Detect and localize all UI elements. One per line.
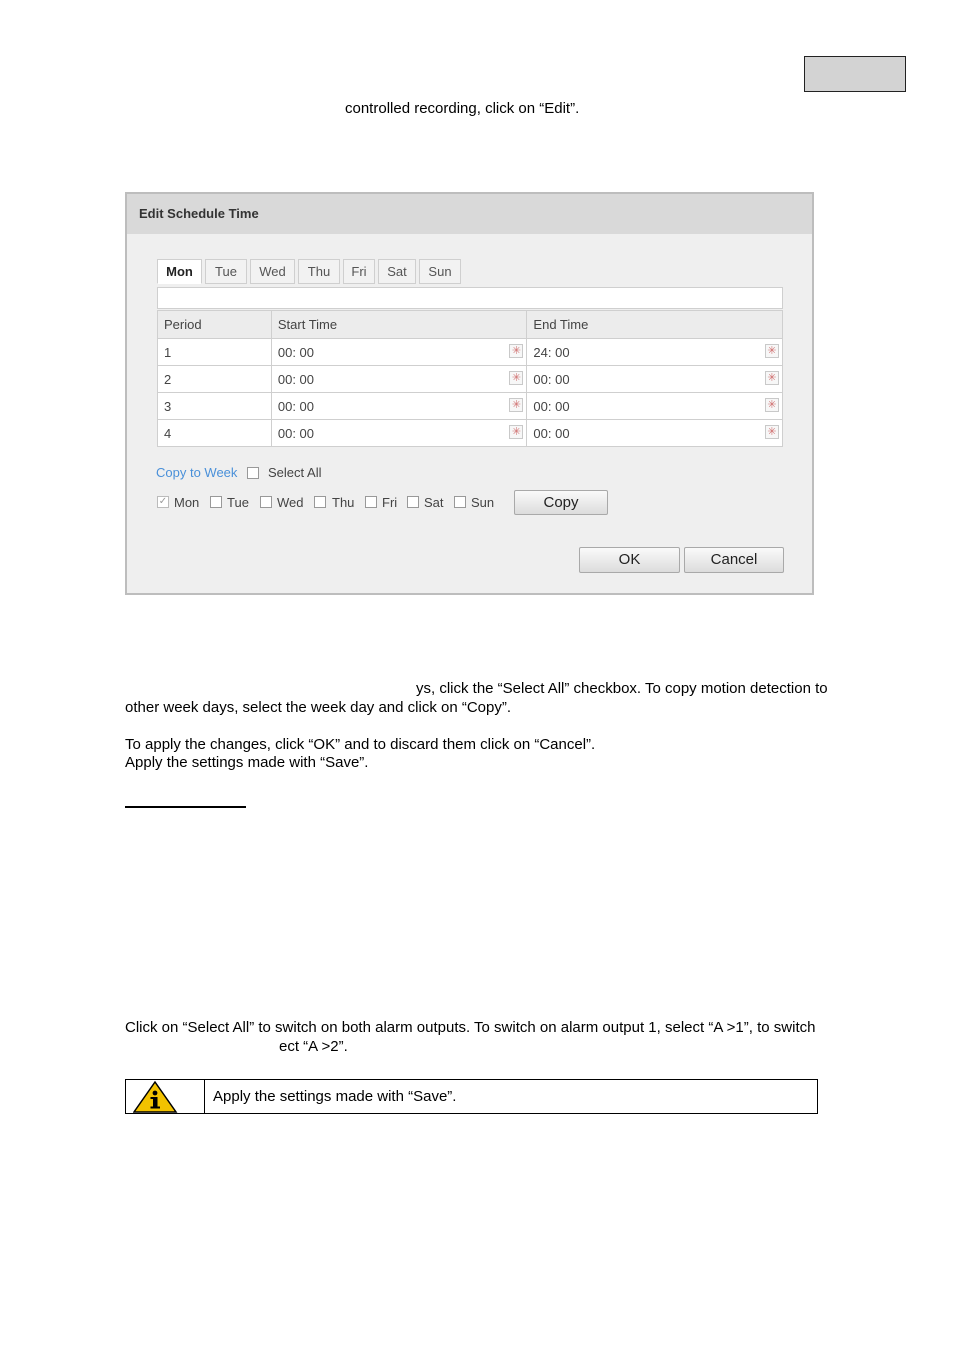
day-checkbox-mon[interactable]: ✓	[158, 496, 168, 507]
dialog-header	[127, 194, 812, 234]
select-all-label: Select All	[268, 465, 322, 480]
clock-icon[interactable]: ✳	[765, 398, 779, 412]
period-cell: 2	[158, 366, 272, 393]
body-line-3: To apply the changes, click “OK” and to discard them click on “Cancel”.	[125, 736, 596, 753]
cancel-button[interactable]: Cancel	[684, 547, 784, 573]
schedule-table	[157, 310, 783, 447]
day-checkbox-fri[interactable]	[365, 496, 377, 508]
end-time-value: 00: 00	[533, 371, 570, 387]
note-box	[125, 1079, 818, 1114]
clock-icon[interactable]: ✳	[509, 398, 523, 412]
day-label-sun: Sun	[471, 495, 495, 510]
info-warning-icon	[133, 1080, 197, 1114]
start-time-value: 00: 00	[277, 398, 315, 414]
start-time-value: 00: 00	[277, 371, 315, 387]
ok-button[interactable]: OK	[579, 547, 680, 573]
table-row	[158, 420, 783, 447]
clock-icon[interactable]: ✳	[765, 344, 779, 358]
header-gray-box	[804, 56, 906, 92]
clock-icon[interactable]: ✳	[765, 371, 779, 385]
tab-panel-strip	[157, 287, 783, 309]
tab-fri[interactable]: Fri	[343, 259, 375, 284]
tab-sun[interactable]: Sun	[419, 259, 461, 284]
clock-icon[interactable]: ✳	[765, 425, 779, 439]
table-header-row	[158, 311, 783, 339]
period-cell: 1	[158, 339, 272, 366]
end-time-value: 24: 00	[533, 344, 570, 360]
period-cell: 3	[158, 393, 272, 420]
section-underline	[125, 806, 246, 808]
body-line-5: Click on “Select All” to switch on both alarm outputs. To switch on alarm output 1, select “A >1”, to switch	[125, 1019, 816, 1036]
table-row	[158, 393, 783, 420]
intro-line: controlled recording, click on “Edit”.	[345, 100, 580, 117]
end-time-cell[interactable]	[527, 420, 783, 447]
tab-mon[interactable]: Mon	[157, 259, 202, 284]
table-row	[158, 339, 783, 366]
day-checkbox-tue[interactable]	[210, 496, 222, 508]
day-label-tue: Tue	[227, 495, 249, 510]
start-time-cell[interactable]	[271, 420, 527, 447]
day-label-sat: Sat	[424, 495, 444, 510]
day-label-fri: Fri	[382, 495, 398, 510]
start-time-cell[interactable]	[271, 339, 527, 366]
day-label-mon: Mon	[174, 495, 200, 510]
start-time-value: 00: 00	[277, 425, 315, 441]
day-label-wed: Wed	[277, 495, 304, 510]
clock-icon[interactable]: ✳	[509, 344, 523, 358]
end-time-cell[interactable]	[527, 393, 783, 420]
end-time-cell[interactable]	[527, 339, 783, 366]
period-cell: 4	[158, 420, 272, 447]
select-all-checkbox[interactable]	[247, 467, 259, 479]
copy-button[interactable]: Copy	[514, 490, 608, 515]
table-row	[158, 366, 783, 393]
dialog-title: Edit Schedule Time	[139, 206, 259, 221]
body-line-6: ect “A >2”.	[279, 1038, 348, 1055]
day-checkbox-thu[interactable]	[314, 496, 326, 508]
clock-icon[interactable]: ✳	[509, 371, 523, 385]
end-time-value: 00: 00	[533, 425, 570, 441]
day-checkbox-wed[interactable]	[260, 496, 272, 508]
end-time-cell[interactable]	[527, 366, 783, 393]
tab-wed[interactable]: Wed	[250, 259, 295, 284]
body-line-4: Apply the settings made with “Save”.	[125, 754, 369, 771]
copy-to-week-label[interactable]: Copy to Week	[156, 465, 238, 480]
note-text: Apply the settings made with “Save”.	[213, 1088, 457, 1105]
body-line-2: other week days, select the week day and click on “Copy”.	[125, 699, 512, 716]
clock-icon[interactable]: ✳	[509, 425, 523, 439]
note-divider	[204, 1080, 205, 1113]
day-label-thu: Thu	[332, 495, 355, 510]
day-checkbox-sat[interactable]	[407, 496, 419, 508]
start-time-value: 00: 00	[277, 344, 315, 360]
header-start-time: Start Time	[271, 311, 527, 339]
start-time-cell[interactable]	[271, 366, 527, 393]
header-period: Period	[158, 311, 272, 339]
header-end-time: End Time	[527, 311, 783, 339]
tab-sat[interactable]: Sat	[378, 259, 416, 284]
edit-schedule-dialog	[125, 192, 814, 595]
body-line-1: ys, click the “Select All” checkbox. To copy motion detection to	[416, 680, 828, 697]
start-time-cell[interactable]	[271, 393, 527, 420]
day-checkbox-sun[interactable]	[454, 496, 466, 508]
tab-tue[interactable]: Tue	[205, 259, 247, 284]
tab-thu[interactable]: Thu	[298, 259, 340, 284]
end-time-value: 00: 00	[533, 398, 570, 414]
